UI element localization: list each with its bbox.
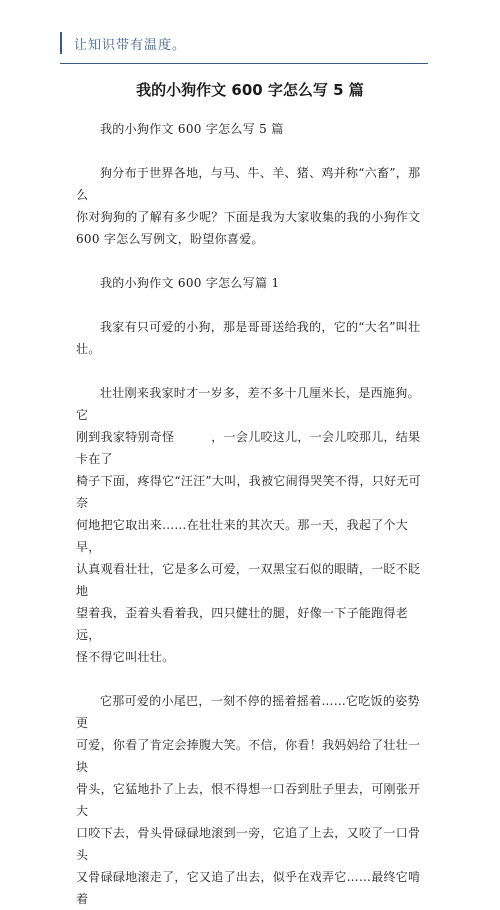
subtitle-paragraph: 我的小狗作文 600 字怎么写 5 篇 (100, 122, 284, 136)
header-accent-bar (60, 32, 62, 54)
body-paragraph: 我家有只可爱的小狗，那是哥哥送给我的，它的“大名”叫壮 壮。 (76, 320, 421, 356)
document-body (76, 118, 424, 910)
intro-paragraph: 狗分布于世界各地，与马、牛、羊、猪、鸡并称“六畜”，那么 你对狗狗的了解有多少呢？下面是我为大家收集的我的小狗作文 600 字怎么写例文，盼望你喜爱。 (76, 166, 421, 246)
body-paragraph: 壮壮刚来我家时才一岁多，差不多十几厘米长，是西施狗。它 刚到我家特别奇怪 ，一会儿咬这儿，一会儿咬那儿，结果卡在了 椅子下面，疼得它“汪汪”大叫，我被它闹得哭笑不得，只好无可奈 何地把它取出来……在壮壮来的其次天。那一天，我起了个大早， 认真观看壮壮，它是多么可爱，一双黑宝石似的眼睛，一眨不眨地 望着我，歪着头看着我，四只健壮的腿，好像一下子能跑得老远， 怪不得它叫壮壮。 (76, 386, 421, 664)
body-paragraph: 它那可爱的小尾巴，一刻不停的摇着摇着……它吃饭的姿势更 可爱，你看了肯定会捧腹大笑。不信，你看！我妈妈给了壮壮一块 骨头，它猛地扑了上去，恨不得想一口吞到肚子里去，可刚张开大 口咬下去，骨头骨碌碌地滚到一旁，它追了上去，又咬了一口骨头 又骨碌碌地滚走了，它又追了出去，似乎在戏弄它……最终它啃着 (76, 694, 421, 906)
header-tagline: 让知识带有温度。 (74, 37, 187, 53)
header-divider (60, 63, 428, 64)
document-title: 我的小狗作文 600 字怎么写 5 篇 (136, 81, 364, 99)
section-heading: 我的小狗作文 600 字怎么写篇 1 (100, 276, 280, 290)
header (60, 28, 186, 58)
